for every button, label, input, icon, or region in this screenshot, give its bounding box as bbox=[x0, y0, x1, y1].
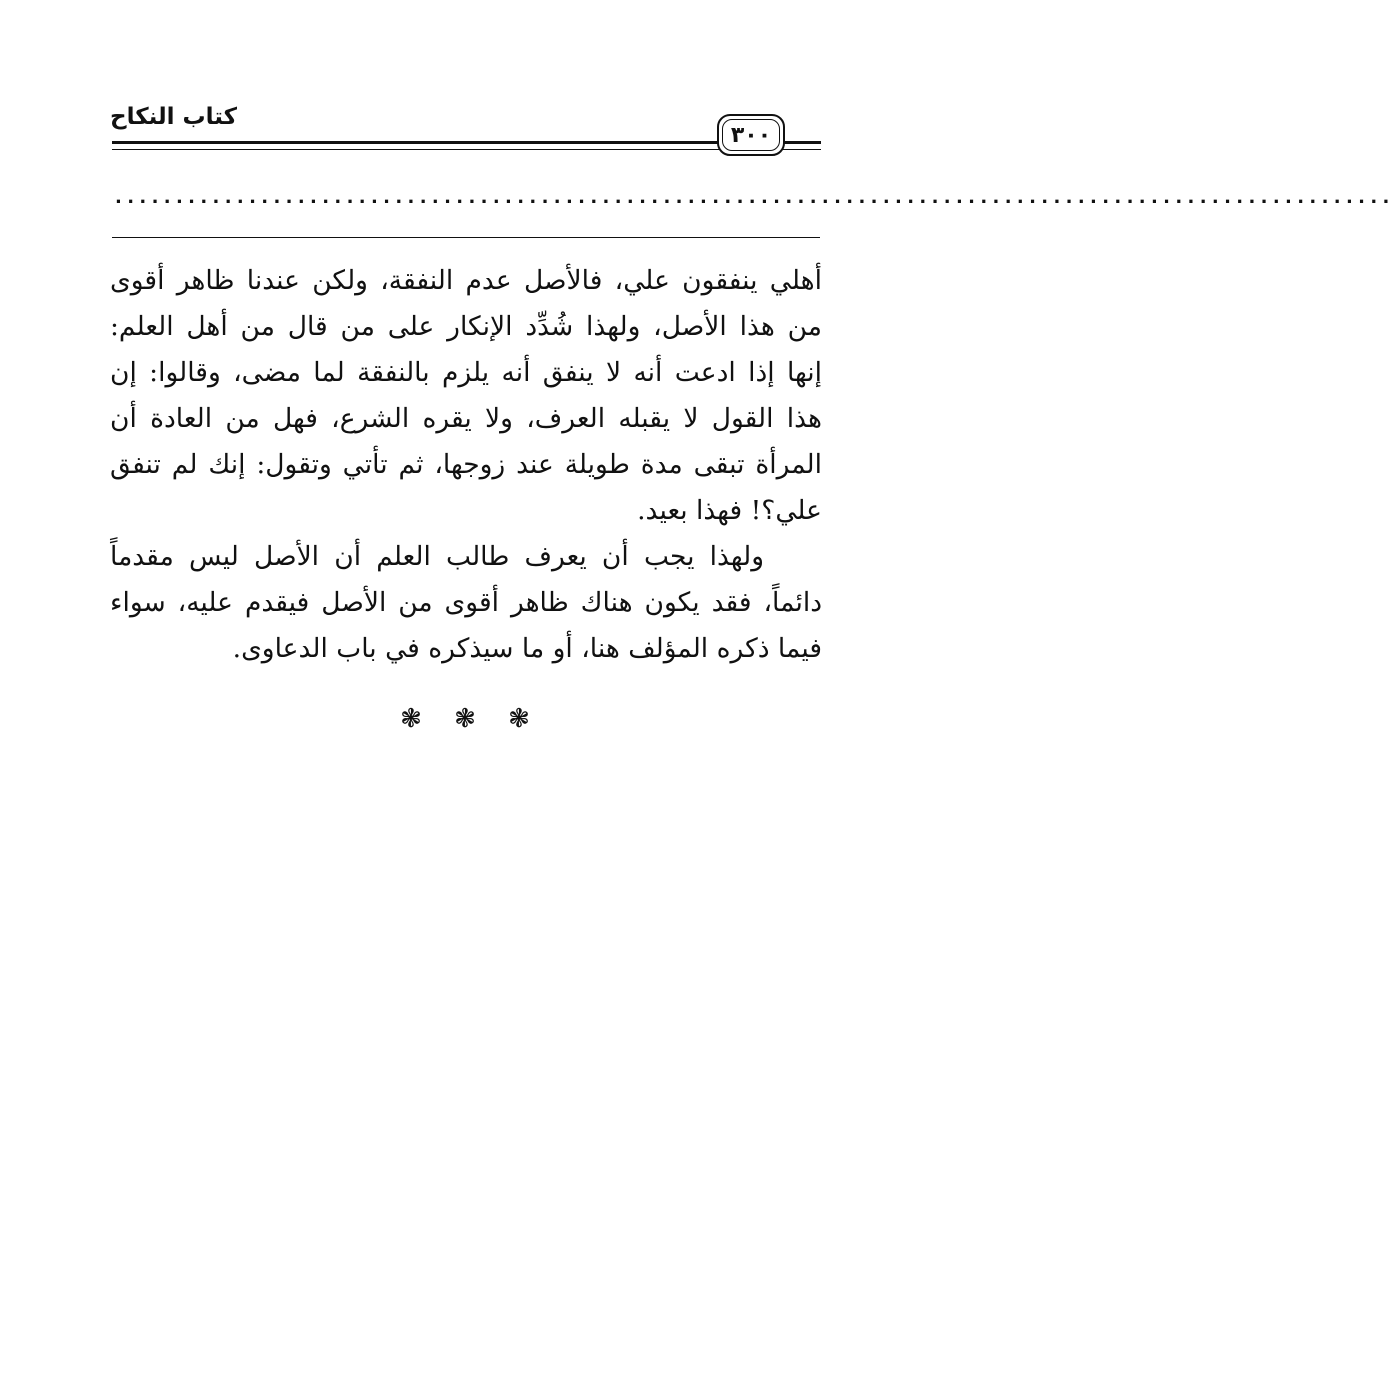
section-end-ornaments bbox=[395, 704, 535, 734]
header-rule-thick-right bbox=[787, 141, 821, 144]
book-title: كتاب النكاح bbox=[110, 104, 238, 130]
text-line: أهلي ينفقون علي، فالأصل عدم النفقة، ولكن عندنا ظاهر أقوى bbox=[110, 265, 822, 296]
header-rule-thin-right bbox=[787, 149, 821, 150]
text-line: علي؟! فهذا بعيد. bbox=[637, 495, 822, 526]
text-line: من هذا الأصل، ولهذا شُدِّد الإنكار على من قال من أهل العلم: bbox=[110, 311, 822, 342]
header-rule-thick bbox=[112, 141, 819, 144]
flower-ornament-icon: ❃ bbox=[400, 704, 422, 734]
page-number bbox=[717, 114, 785, 156]
text-line: المرأة تبقى مدة طويلة عند زوجها، ثم تأتي وتقول: إنك لم تنفق bbox=[110, 449, 822, 480]
flower-ornament-icon: ❃ bbox=[454, 704, 476, 734]
flower-ornament-icon: ❃ bbox=[508, 704, 530, 734]
text-line: إنها إذا ادعت أنه لا ينفق أنه يلزم بالنفقة لما مضى، وقالوا: إن bbox=[110, 357, 822, 388]
text-line: دائماً، فقد يكون هناك ظاهر أقوى من الأصل فيقدم عليه، سواء bbox=[110, 587, 822, 618]
body-text bbox=[110, 258, 822, 672]
text-line: فيما ذكره المؤلف هنا، أو ما سيذكره في باب الدعاوى. bbox=[232, 633, 822, 664]
footnote-dots: ......................................................................................................... bbox=[115, 187, 1395, 208]
text-line: هذا القول لا يقبله العرف، ولا يقره الشرع، فهل من العادة أن bbox=[110, 403, 822, 434]
page-number-text: ٣٠٠ bbox=[730, 122, 772, 148]
header-rule-thin bbox=[112, 149, 819, 150]
text-line: ولهذا يجب أن يعرف طالب العلم أن الأصل ليس مقدماً bbox=[110, 541, 764, 572]
footnote-separator bbox=[112, 237, 820, 238]
